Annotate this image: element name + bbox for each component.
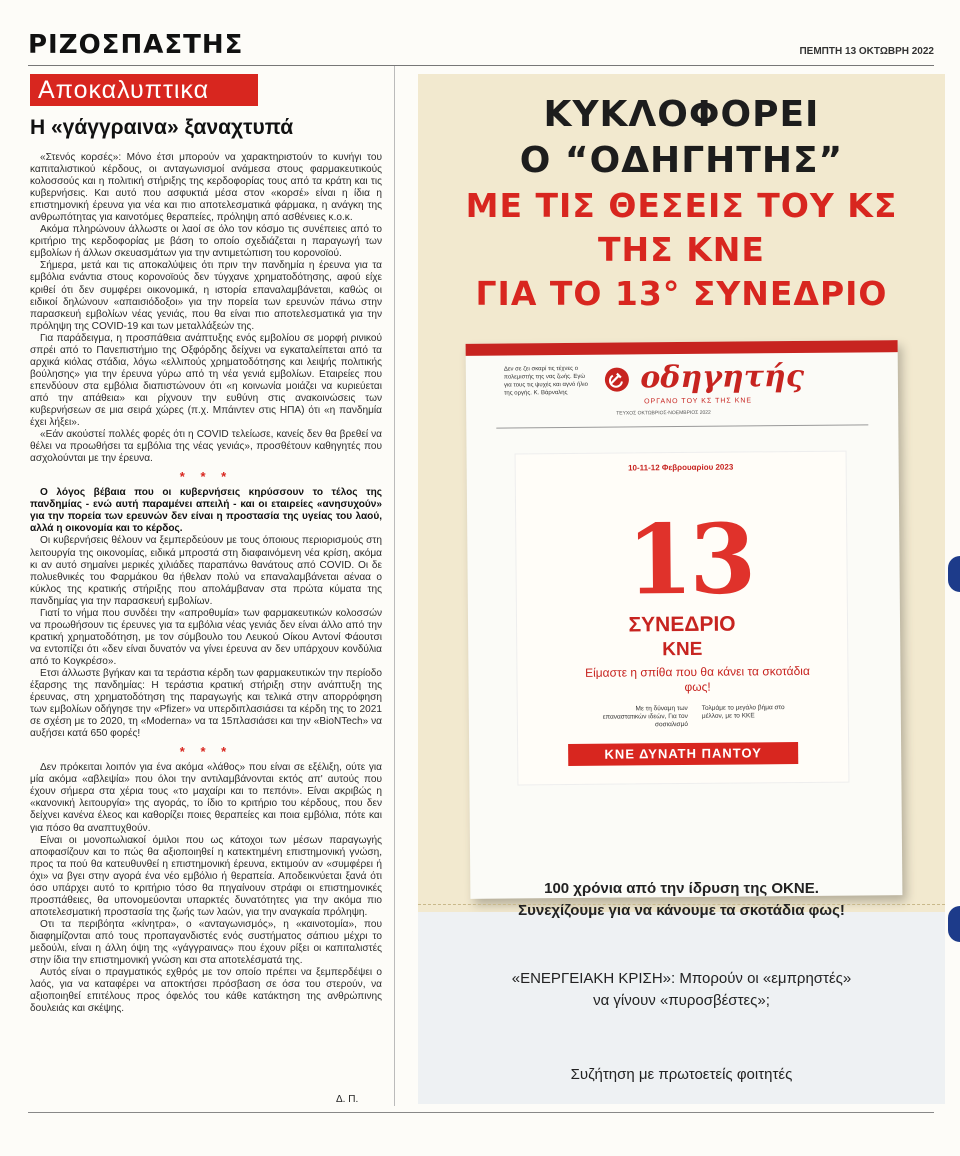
issue-date: ΠΕΜΠΤΗ 13 ΟΚΤΩΒΡΗ 2022 — [799, 46, 934, 57]
article-paragraph: «Στενός κορσές»: Μόνο έτσι μπορούν να χαρακτηριστούν το κυνήγι του καπιταλιστικού κέρδους, οι ανταγωνισμοί ανάμεσα στους φαρμακευτικούς κολοσσούς και η πολιτική στήριξης της κερδοφορίας τους από τα κράτη και τις κυβερνήσεις. Και αυτό που ασφυκτιά μέσα στον «κορσέ» είναι η ίδια η επιστημονική έρευνα για νέα και πιο αποτελεσματικά φάρμακα, η ανάγκη της ανθρωπότητας για καινοτόμες θεραπείες, πρόληψη από ασθένειες κ.ο.κ. — [30, 152, 382, 224]
section-rubric: Αποκαλυπτικα — [30, 74, 258, 106]
article-paragraph: Ο λόγος βέβαια που οι κυβερνήσεις κηρύσσουν το τέλος της πανδημίας - ενώ αυτή παραμένει απειλή - και οι εταιρείες «ανησυχούν» για την πορεία των ερευνών δεν είναι η προστασία της υγείας του λαού, αλλά η οικονομία και το κέρδος. — [30, 487, 382, 535]
ad-topic-line: να γίνουν «πυροσβέστες»; — [593, 992, 770, 1009]
ad-bottom-line: 100 χρόνια από την ίδρυση της ΟΚΝΕ. — [544, 880, 819, 897]
poster-number: 13 — [625, 502, 753, 617]
section-separator: * * * — [179, 744, 233, 760]
section-separator: * * * — [179, 469, 233, 485]
article-paragraph: Για παράδειγμα, η προσπάθεια ανάπτυξης ενός εμβολίου σε μορφή ρινικού σπρέι από το Πανεπιστήμιο της Οξφόρδης δείχνει να εγκαταλείπεται από τα αρχικά κιόλας στάδια, λόγω «ελλιπούς χρηματοδότησης και λειψής πολιτικής βούλησης» για την έρευνα γύρω από τη νέα γενιά εμβολίων. Εταιρείες που επενδύουν στα εμβόλια διαπιστώνουν ότι «η κοινωνία μοιάζει να κυριεύεται από την απάθεια» και ρίχνουν την ευθύνη στις ανακοινώσεις των κυβερνήσεων σε μια σειρά χώρες (π.χ. Μπάιντεν στις ΗΠΑ) ότι «η πανδημία έχει λήξει». — [30, 332, 382, 429]
congress-poster — [515, 451, 850, 786]
article-body — [30, 152, 382, 1015]
article-paragraph: Αυτός είναι ο πραγματικός εχθρός με τον οποίο πρέπει να ξεμπερδέψει ο λαός, για να καταφέρει να αποκτήσει πρόσβαση σε όσα του στερούν, να αξιοποιηθεί επιτέλους προς όφελός του κάθε κατάκτηση της ανθρώπινης δουλειάς και σκέψης. — [30, 967, 382, 1015]
ad-topic-line: «ΕΝΕΡΓΕΙΑΚΗ ΚΡΙΣΗ»: Μπορούν οι «εμπρηστές» — [511, 970, 852, 987]
article-paragraph: Οτι τα περιβόητα «κίνητρα», ο «ανταγωνισμός», η «καινοτομία», που διαφημίζονται από τους προπαγανδιστές ενός συστήματος σάπιου μέχρι το μεδούλι, είναι η άλλη όψη της «γάγγραινας» που έχουν ρίξει οι καπιταλιστές στην ίδια την επιστημονική γνώση και στα αποτελέσματά της. — [30, 918, 382, 967]
magazine-subtitle: ΟΡΓΑΝΟ ΤΟΥ ΚΣ ΤΗΣ ΚΝΕ — [644, 397, 753, 406]
ad-subtitle-line: ΤΗΣ ΚΝΕ — [598, 230, 765, 269]
poster-date: 10-11-12 Φεβρουαρίου 2023 — [628, 462, 734, 473]
magazine-logo — [604, 359, 804, 396]
magazine-logo-text: οδηγητής — [640, 358, 805, 396]
page-edge-tab — [948, 556, 960, 592]
magazine-quote: Δεν σε ζει σκαρί τις τέχνες ο πολεμιστής της νας ζωής. Εγώ για τους τις ψυχές και αγνό ήλιο της οργής. Κ. Βάρναλης — [503, 365, 588, 397]
poster-kne: ΚΝΕ — [662, 638, 703, 661]
poster-slogan: Είμαστε η σπίθα που θα κάνει τα σκοτάδια φως! — [584, 663, 810, 694]
advertisement — [418, 74, 945, 1104]
author-signature: Δ. Π. — [336, 1094, 359, 1105]
ad-subtitle-line: ΓΙΑ ΤΟ 13° ΣΥΝΕΔΡΙΟ — [475, 274, 888, 313]
ad-topic-line: Συζήτηση με πρωτοετείς φοιτητές — [570, 1066, 793, 1083]
top-rule — [28, 65, 934, 66]
magazine-cover — [466, 340, 903, 899]
article-paragraph: Οι κυβερνήσεις θέλουν να ξεμπερδεύουν με τους όποιους περιορισμούς στη λειτουργία της οικονομίας, ειδικά μπροστά στη διαφαινόμενη νέα κρίση, ακόμα κι αν αυτό σημαίνει μερικές χιλιάδες παραπάνω θανάτους από COVID. Οι δε πολυεθνικές του Φαρμάκου θα ήθελαν πολύ να επαναλαμβάνεται αέναα ο κύκλος της κρατικής στήριξης που απολάμβαναν στα πρώτα κύματα της πανδημίας για την παρασκευή εμβολίων. — [30, 535, 382, 607]
newspaper-masthead: ΡΙΖΟΣΠΑΣΤΗΣ — [28, 30, 244, 60]
article-paragraph: Δεν πρόκειται λοιπόν για ένα ακόμα «λάθος» που είναι σε εξέλιξη, ούτε για μία ακόμα «αβλεψία» που όλοι την αντιλαμβάνονται εκτός απ' αυτούς που έχουν σήμερα στα χέρια τους «το μαχαίρι και το πεπόνι». Είναι ακριβώς η «κανονική λειτουργία» της αγοράς, το ίδιο το κριτήριο του κέρδους, που δεν δείχνει κανένα έλεος και καθορίζει ποιες θεραπείες και ποια εμβόλια, πότε και για πόσο θα αναπτυχθούν. — [30, 762, 382, 834]
poster-congress: ΣΥΝΕΔΡΙΟ — [628, 612, 736, 637]
poster-banner: ΚΝΕ ΔΥΝΑΤΗ ΠΑΝΤΟΥ — [568, 742, 798, 766]
poster-right-text: Τολμάμε το μεγάλο βήμα στο μέλλον, με το ΚΚΕ — [701, 704, 785, 720]
page-edge-tab — [948, 906, 960, 942]
ad-bottom-line: Συνεχίζουμε για να κάνουμε τα σκοτάδια φως! — [518, 902, 845, 919]
article-paragraph: Σήμερα, μετά και τις αποκαλύψεις ότι πριν την πανδημία η έρευνα για τα εμβόλια ενάντια στους κορονοϊούς δεν τύγχανε χρηματοδότησης, αφού είχε κριθεί ότι δεν συμφέρει οικονομικά, η ιστορία επαναλαμβάνεται, καθώς οι ειδικοί δηλώνουν «απαισιόδοξοι» για την πορεία των ερευνών πάνω στην παρασκευή εμβολίων νέας γενιάς, που θα είναι πιο αποτελεσματικά για την πρόληψη της COVID-19 και των μεταλλάξεών της. — [30, 260, 382, 332]
poster-left-text: Με τη δύναμη των επαναστατικών ιδεών, Για τον σοσιαλισμό — [602, 704, 688, 729]
ad-subtitle-line: ΜΕ ΤΙΣ ΘΕΣΕΙΣ ΤΟΥ ΚΣ — [465, 186, 898, 225]
ad-title-line: ΚΥΚΛΟΦΟΡΕΙ — [543, 94, 820, 135]
bottom-rule — [28, 1112, 934, 1113]
article-paragraph: Είναι οι μονοπωλιακοί όμιλοι που ως κάτοχοι των μέσων παραγωγής αποφασίζουν και το πώς θα αξιοποιηθεί η κατεκτημένη επιστημονική γνώση, προς τα πού θα κατευθυνθεί η επιστημονική έρευνα, εκτιμούν αν «συμφέρει ή όχι» να βγει στην αγορά ένα νέο εμβόλιο ή θεραπεία. Αποδεικνύεται ξανά ότι όσο υπάρχει αυτό το κριτήριο τόσο θα πηγαίνουν στράφι οι επιστημονικές προσπάθειες, θα υπονομεύονται υπαρκτές δυνατότητες για την ακόμα πιο αποτελεσματική προστασία της ζωής των λαών, για την αναγκαία πρόληψη. — [30, 834, 382, 918]
article-paragraph: Ακόμα πληρώνουν άλλωστε οι λαοί σε όλο τον κόσμο τις συνέπειες από το κριτήριο της κερδοφορίας με βάση το οποίο σχεδιάζεται η παραγωγή των εμβολίων ή άλλων σκευασμάτων για την αντιμετώπιση του κορονοϊού. — [30, 224, 382, 260]
article-paragraph: Ετσι άλλωστε βγήκαν και τα τεράστια κέρδη των φαρμακευτικών την περίοδο έξαρσης της πανδημίας: Η τεράστια κρατική στήριξη στην ανάπτυξη της έρευνας, στη χρηματοδότηση της παραγωγής και τελικά στην απορρόφηση των εμβολίων οδήγησε την «Pfizer» να υπερδιπλασιάσει τα κέρδη της το 2021 σε σχέση με το 2020, τη «Moderna» να τα 15πλασιάσει και την «BioNTech» να αυξήσει κατά 650 φορές! — [30, 667, 382, 740]
article-paragraph: «Εάν ακούστεί πολλές φορές ότι η COVID τελείωσε, κανείς δεν θα βρεθεί να θέλει να προωθήσει τα εμβόλια της νέας γενιάς», προσθέτουν καθηγητές που ασχολούνται με την έρευνα. — [30, 429, 382, 465]
article-headline: Η «γάγγραινα» ξαναχτυπά — [30, 116, 294, 139]
ad-title-line: Ο “ΟΔΗΓΗΤΗΣ” — [519, 140, 844, 181]
magazine-rule — [496, 424, 868, 428]
magazine-issue: ΤΕΥΧΟΣ ΟΚΤΩΒΡΙΟΣ-ΝΟΕΜΒΡΙΟΣ 2022 — [616, 409, 711, 417]
hammer-sickle-icon — [604, 366, 630, 392]
article-paragraph: Γιατί το νήμα που συνδέει την «απροθυμία» των φαρμακευτικών κολοσσών να προωθήσουν τις έρευνες για τα εμβόλια νέας γενιάς δεν είναι άλλο από την κρατική χρηματοδότηση, με τον σύμβουλο του Λευκού Οίκου Αντονί Φάουτσι να εντοπίζει ότι «δεν είναι δυνατόν να γίνει έρευνα αν δεν υπάρχουν κονδύλια από το Κογκρέσο». — [30, 607, 382, 667]
column-divider — [394, 66, 395, 1106]
magazine-top-band — [466, 340, 898, 356]
